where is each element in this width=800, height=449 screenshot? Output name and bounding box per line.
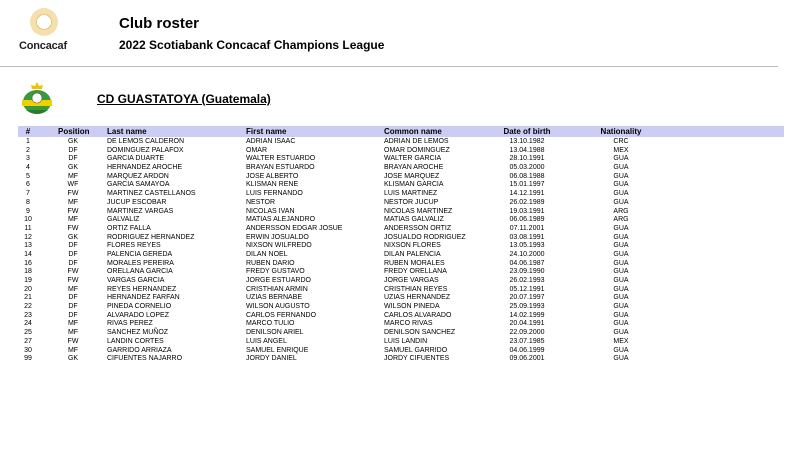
player-date-of-birth: 04.06.1999	[509, 346, 545, 354]
player-first-name: UZIAS BERNABE	[246, 294, 303, 302]
player-first-name: WILSON AUGUSTO	[246, 303, 310, 311]
player-first-name: CRISTHIAN ARMIN	[246, 285, 308, 293]
player-nationality: GUA	[613, 224, 629, 232]
player-first-name: WALTER ESTUARDO	[246, 155, 316, 163]
player-common-name: RUBEN MORALES	[384, 259, 445, 267]
player-nationality: MEX	[613, 337, 629, 345]
player-position: MF	[67, 329, 79, 337]
player-number: 27	[24, 337, 32, 345]
player-position: WF	[67, 181, 79, 189]
player-date-of-birth: 22.09.2000	[509, 329, 545, 337]
player-nationality: GUA	[613, 294, 629, 302]
col-nationality: Nationality	[600, 127, 642, 136]
player-common-name: NESTOR JUCUP	[384, 198, 439, 206]
col-common-name: Common name	[384, 127, 442, 136]
table-row	[18, 242, 784, 251]
player-number: 22	[24, 303, 32, 311]
player-first-name: ERWIN JOSUALDO	[246, 233, 309, 241]
player-last-name: CIFUENTES NAJARRO	[107, 355, 183, 363]
player-last-name: JUCUP ESCOBAR	[107, 198, 167, 206]
player-first-name: OMAR	[246, 146, 267, 154]
player-common-name: LUIS LANDIN	[384, 337, 428, 345]
player-date-of-birth: 06.08.1988	[509, 172, 545, 180]
player-number: 4	[26, 164, 30, 172]
player-nationality: GUA	[613, 250, 629, 258]
col-last-name: Last name	[107, 127, 147, 136]
player-last-name: MARQUEZ ARDON	[107, 172, 169, 180]
player-nationality: GUA	[613, 198, 629, 206]
player-first-name: NESTOR	[246, 198, 276, 206]
player-last-name: ALVARADO LOPEZ	[107, 311, 169, 319]
page-title: Club roster	[119, 15, 200, 32]
concacaf-ring-icon	[30, 8, 58, 36]
player-first-name: JORDY DANIEL	[246, 355, 297, 363]
player-common-name: MARCO RIVAS	[384, 320, 433, 328]
table-row	[18, 234, 784, 243]
player-number: 9	[26, 207, 30, 215]
player-first-name: DILAN NOEL	[246, 250, 288, 258]
player-common-name: FREDY ORELLANA	[384, 268, 447, 276]
player-number: 1	[26, 138, 30, 145]
player-first-name: LUIS ANGEL	[246, 337, 287, 345]
player-position: FW	[67, 224, 79, 232]
player-position: MF	[67, 172, 79, 180]
player-date-of-birth: 03.08.1991	[509, 233, 545, 241]
player-first-name: SAMUEL ENRIQUE	[246, 346, 309, 354]
table-row	[18, 268, 784, 277]
player-common-name: BRAYAN AROCHE	[384, 164, 444, 172]
player-common-name: JORDY CIFUENTES	[384, 355, 450, 363]
player-number: 14	[24, 250, 32, 258]
player-date-of-birth: 14.02.1999	[509, 311, 545, 319]
player-last-name: MORALES PEREIRA	[107, 259, 174, 267]
player-position: DF	[68, 294, 78, 302]
player-number: 2	[26, 146, 30, 154]
player-nationality: MEX	[613, 146, 629, 154]
player-number: 13	[24, 242, 32, 250]
player-number: 99	[24, 355, 32, 363]
player-position: MF	[67, 198, 79, 206]
player-last-name: REYES HERNANDEZ	[107, 285, 177, 293]
player-first-name: ADRIAN ISAAC	[246, 138, 296, 145]
player-first-name: JOSE ALBERTO	[246, 172, 299, 180]
player-common-name: ADRIAN DE LEMOS	[384, 138, 449, 145]
player-number: 16	[24, 259, 32, 267]
player-nationality: GUA	[613, 172, 629, 180]
player-last-name: HERNANDEZ FARFAN	[107, 294, 180, 302]
table-row	[18, 147, 784, 156]
player-common-name: KLISMAN GARCIA	[384, 181, 444, 189]
roster-table	[18, 138, 784, 364]
player-first-name: MATIAS ALEJANDRO	[246, 216, 316, 224]
player-number: 30	[24, 346, 32, 354]
player-first-name: FREDY GUSTAVO	[246, 268, 305, 276]
col-position: Position	[58, 127, 90, 136]
player-number: 6	[26, 181, 30, 189]
table-row	[18, 181, 784, 190]
table-row	[18, 208, 784, 217]
player-common-name: UZIAS HERNANDEZ	[384, 294, 451, 302]
player-common-name: LUIS MARTINEZ	[384, 190, 438, 198]
player-position: GK	[67, 233, 79, 241]
player-common-name: WILSON PINEDA	[384, 303, 440, 311]
player-nationality: GUA	[613, 233, 629, 241]
player-nationality: GUA	[613, 320, 629, 328]
table-row	[18, 260, 784, 269]
player-date-of-birth: 05.12.1991	[509, 285, 545, 293]
player-number: 25	[24, 329, 32, 337]
table-row	[18, 338, 784, 347]
col-date-of-birth: Date of birth	[503, 127, 551, 136]
player-date-of-birth: 20.07.1997	[509, 294, 545, 302]
table-row	[18, 138, 784, 147]
player-last-name: RIVAS PEREZ	[107, 320, 153, 328]
player-nationality: GUA	[613, 259, 629, 267]
player-common-name: CARLOS ALVARADO	[384, 311, 452, 319]
player-nationality: GUA	[613, 311, 629, 319]
player-number: 3	[26, 155, 30, 163]
player-date-of-birth: 25.09.1993	[509, 303, 545, 311]
player-first-name: NIXSON WILFREDO	[246, 242, 312, 250]
player-common-name: WALTER GARCIA	[384, 155, 442, 163]
player-nationality: GUA	[613, 164, 629, 172]
table-header	[18, 126, 784, 137]
table-row	[18, 216, 784, 225]
table-row	[18, 312, 784, 321]
player-first-name: KLISMAN RENE	[246, 181, 299, 189]
player-last-name: MARTINEZ CASTELLANOS	[107, 190, 196, 198]
player-date-of-birth: 04.06.1987	[509, 259, 545, 267]
table-row	[18, 225, 784, 234]
club-crest-icon	[18, 80, 56, 118]
player-nationality: GUA	[613, 355, 629, 363]
player-number: 20	[24, 285, 32, 293]
player-date-of-birth: 13.04.1988	[509, 146, 545, 154]
player-nationality: ARG	[613, 216, 629, 224]
col-first-name: First name	[246, 127, 287, 136]
player-nationality: GUA	[613, 285, 629, 293]
player-common-name: JOSE MARQUEZ	[384, 172, 440, 180]
table-row	[18, 286, 784, 295]
player-number: 10	[24, 216, 32, 224]
player-date-of-birth: 23.07.1985	[509, 337, 545, 345]
player-number: 23	[24, 311, 32, 319]
player-position: FW	[67, 207, 79, 215]
player-first-name: RUBEN DARIO	[246, 259, 295, 267]
player-number: 8	[26, 198, 30, 206]
player-date-of-birth: 26.02.1993	[509, 277, 545, 284]
table-row	[18, 173, 784, 182]
player-position: FW	[67, 190, 79, 198]
player-last-name: GARCIA SAMAYOA	[107, 181, 170, 189]
player-date-of-birth: 13.10.1982	[509, 138, 545, 145]
player-first-name: MARCO TULIO	[246, 320, 295, 328]
player-date-of-birth: 07.11.2001	[509, 224, 545, 232]
player-last-name: ORELLANA GARCIA	[107, 268, 173, 276]
player-nationality: GUA	[613, 268, 629, 276]
player-position: GK	[67, 138, 79, 145]
player-nationality: GUA	[613, 329, 629, 337]
player-date-of-birth: 05.03.2000	[509, 164, 545, 172]
table-row	[18, 329, 784, 338]
table-row	[18, 294, 784, 303]
player-first-name: NICOLAS IVAN	[246, 207, 295, 215]
player-number: 24	[24, 320, 32, 328]
player-position: MF	[67, 216, 79, 224]
player-last-name: RODRIGUEZ HERNANDEZ	[107, 233, 195, 241]
table-row	[18, 347, 784, 356]
player-common-name: OMAR DOMINGUEZ	[384, 146, 450, 154]
player-last-name: DE LEMOS CALDERON	[107, 138, 185, 145]
player-last-name: MARTINEZ VARGAS	[107, 207, 174, 215]
player-position: DF	[68, 242, 78, 250]
player-nationality: GUA	[613, 303, 629, 311]
player-number: 5	[26, 172, 30, 180]
player-last-name: PINEDA CORNELIO	[107, 303, 172, 311]
player-common-name: CRISTHIAN REYES	[384, 285, 448, 293]
club-name: CD GUASTATOYA (Guatemala)	[97, 92, 271, 106]
player-date-of-birth: 28.10.1991	[509, 155, 545, 163]
player-date-of-birth: 06.06.1989	[509, 216, 545, 224]
table-row	[18, 190, 784, 199]
player-nationality: GUA	[613, 181, 629, 189]
player-position: FW	[67, 277, 79, 284]
player-position: DF	[68, 259, 78, 267]
player-position: DF	[68, 146, 78, 154]
player-common-name: SAMUEL GARRIDO	[384, 346, 448, 354]
player-date-of-birth: 15.01.1997	[509, 181, 545, 189]
player-nationality: GUA	[613, 190, 629, 198]
player-nationality: GUA	[613, 346, 629, 354]
player-nationality: ARG	[613, 207, 629, 215]
player-number: 19	[24, 277, 32, 284]
player-first-name: CARLOS FERNANDO	[246, 311, 317, 319]
player-common-name: NIXSON FLORES	[384, 242, 441, 250]
header-divider	[0, 66, 778, 67]
player-position: MF	[67, 346, 79, 354]
player-last-name: LANDIN CORTES	[107, 337, 164, 345]
player-number: 18	[24, 268, 32, 276]
player-date-of-birth: 19.03.1991	[509, 207, 545, 215]
player-first-name: LUIS FERNANDO	[246, 190, 303, 198]
player-number: 12	[24, 233, 32, 241]
player-position: FW	[67, 337, 79, 345]
logo-wordmark: Concacaf	[19, 40, 67, 52]
player-common-name: NICOLAS MARTINEZ	[384, 207, 453, 215]
table-row	[18, 320, 784, 329]
player-last-name: VARGAS GARCIA	[107, 277, 165, 284]
table-row	[18, 199, 784, 208]
player-date-of-birth: 09.06.2001	[509, 355, 545, 363]
player-last-name: GALVALIZ	[107, 216, 140, 224]
player-number: 11	[24, 224, 32, 232]
col-number: #	[25, 127, 31, 136]
player-first-name: BRAYAN ESTUARDO	[246, 164, 315, 172]
table-row	[18, 164, 784, 173]
player-position: DF	[68, 311, 78, 319]
player-date-of-birth: 20.04.1991	[509, 320, 545, 328]
player-last-name: DOMINGUEZ PALAFOX	[107, 146, 184, 154]
player-last-name: SANCHEZ MUÑOZ	[107, 329, 169, 337]
player-last-name: FLORES REYES	[107, 242, 161, 250]
concacaf-logo	[16, 8, 76, 56]
player-nationality: CRC	[613, 138, 629, 145]
player-common-name: DENILSON SANCHEZ	[384, 329, 456, 337]
player-common-name: DILAN PALENCIA	[384, 250, 441, 258]
player-first-name: JORGE ESTUARDO	[246, 277, 311, 284]
player-date-of-birth: 23.09.1990	[509, 268, 545, 276]
table-row	[18, 251, 784, 260]
table-row	[18, 355, 784, 364]
player-last-name: ORTIZ FALLA	[107, 224, 151, 232]
player-last-name: GARRIDO ARRIAZA	[107, 346, 172, 354]
player-position: FW	[67, 268, 79, 276]
player-position: DF	[68, 303, 78, 311]
player-last-name: PALENCIA GEREDA	[107, 250, 173, 258]
player-date-of-birth: 26.02.1989	[509, 198, 545, 206]
player-position: GK	[67, 164, 79, 172]
table-row	[18, 277, 784, 286]
table-row	[18, 155, 784, 164]
player-last-name: HERNANDEZ AROCHE	[107, 164, 183, 172]
player-common-name: JOSUALDO RODRIGUEZ	[384, 233, 466, 241]
player-last-name: GARCIA DUARTE	[107, 155, 165, 163]
player-position: DF	[68, 250, 78, 258]
player-date-of-birth: 24.10.2000	[509, 250, 545, 258]
player-date-of-birth: 14.12.1991	[509, 190, 545, 198]
competition-title: 2022 Scotiabank Concacaf Champions League	[119, 38, 385, 52]
player-nationality: GUA	[613, 155, 629, 163]
player-first-name: DENILSON ARIEL	[246, 329, 304, 337]
table-row	[18, 303, 784, 312]
player-position: GK	[67, 355, 79, 363]
player-position: MF	[67, 320, 79, 328]
player-date-of-birth: 13.05.1993	[509, 242, 545, 250]
player-position: DF	[68, 155, 78, 163]
player-common-name: JORGE VARGAS	[384, 277, 439, 284]
player-nationality: GUA	[613, 277, 629, 284]
player-nationality: GUA	[613, 242, 629, 250]
player-number: 7	[26, 190, 30, 198]
player-position: MF	[67, 285, 79, 293]
player-common-name: ANDERSSON ORTIZ	[384, 224, 452, 232]
player-common-name: MATIAS GALVALIZ	[384, 216, 444, 224]
player-number: 21	[24, 294, 32, 302]
player-first-name: ANDERSSON EDGAR JOSUE	[246, 224, 343, 232]
